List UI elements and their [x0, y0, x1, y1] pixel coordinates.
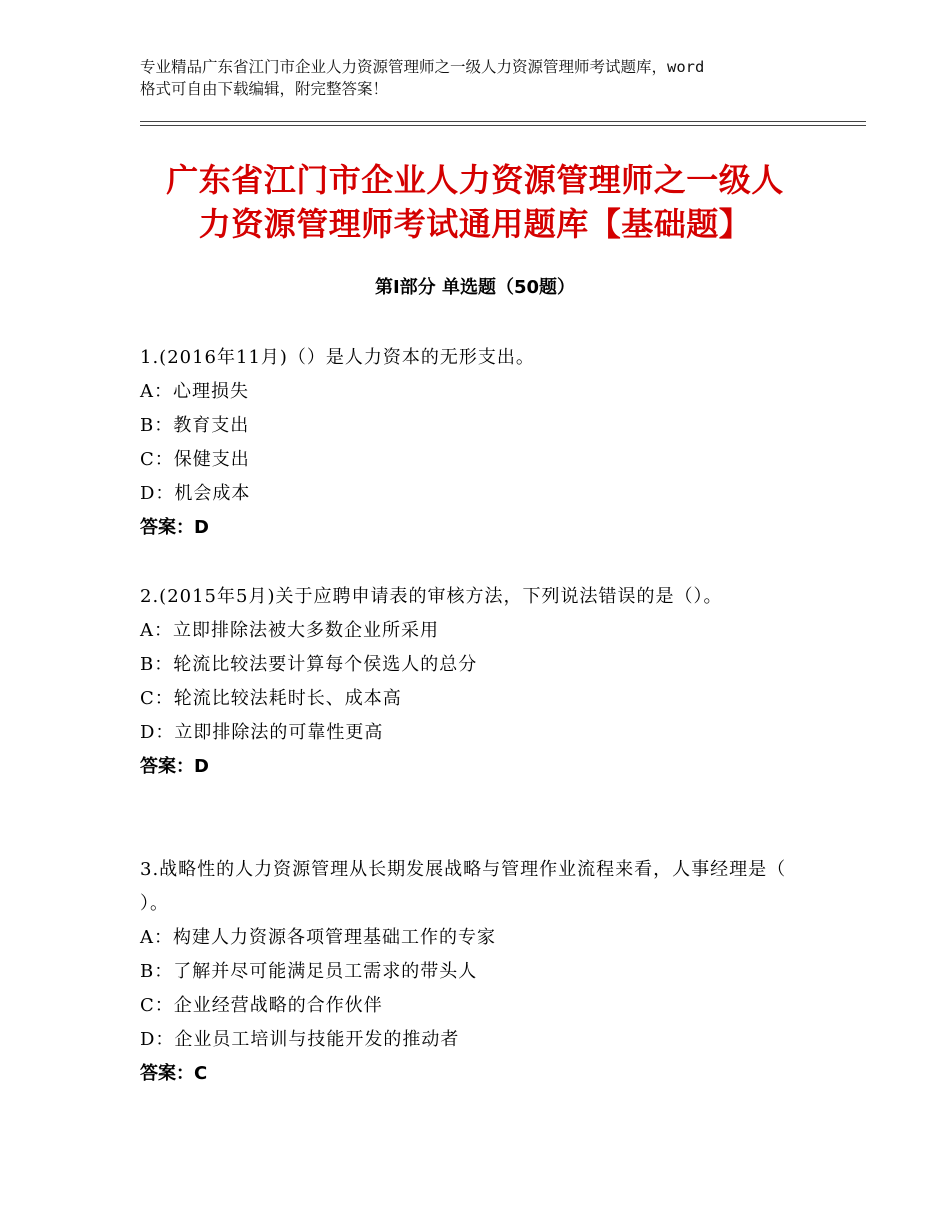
option-a: A：构建人力资源各项管理基础工作的专家 [140, 927, 496, 948]
option-c: C：保健支出 [140, 449, 250, 470]
question-3 [140, 853, 820, 1091]
answer: 答案：C [140, 1063, 208, 1084]
option-a: A：立即排除法被大多数企业所采用 [140, 620, 439, 641]
question-1 [140, 341, 820, 545]
option-b: B：轮流比较法要计算每个侯选人的总分 [140, 654, 478, 675]
option-a: A：心理损失 [140, 381, 249, 402]
header-divider-top [140, 121, 866, 122]
option-b: B：了解并尽可能满足员工需求的带头人 [140, 961, 478, 982]
question-stem: 3.战略性的人力资源管理从长期发展战略与管理作业流程来看，人事经理是（ ）。 [140, 859, 787, 914]
document-title-line-1: 广东省江门市企业人力资源管理师之一级人 [166, 161, 784, 199]
question-stem: 1.(2016年11月)（）是人力资本的无形支出。 [140, 347, 535, 368]
answer: 答案：D [140, 756, 209, 777]
header-divider-bottom [140, 125, 866, 126]
option-b: B：教育支出 [140, 415, 250, 436]
option-c: C：企业经营战略的合作伙伴 [140, 995, 383, 1016]
option-d: D：立即排除法的可靠性更高 [140, 722, 384, 743]
option-c: C：轮流比较法耗时长、成本高 [140, 688, 402, 709]
header-note-line-2: 格式可自由下载编辑，附完整答案！ [140, 80, 389, 98]
option-d: D：企业员工培训与技能开发的推动者 [140, 1029, 460, 1050]
question-stem: 2.(2015年5月)关于应聘申请表的审核方法，下列说法错误的是（）。 [140, 586, 723, 607]
section-heading: 第Ⅰ部分 单选题（50题） [374, 277, 575, 298]
document-title [100, 158, 850, 246]
answer: 答案：D [140, 517, 209, 538]
document-title-line-2: 力资源管理师考试通用题库【基础题】 [198, 205, 752, 243]
question-2 [140, 580, 820, 784]
header-note-line-1: 专业精品广东省江门市企业人力资源管理师之一级人力资源管理师考试题库，word [140, 58, 705, 76]
option-d: D：机会成本 [140, 483, 251, 504]
header-note [140, 56, 840, 100]
